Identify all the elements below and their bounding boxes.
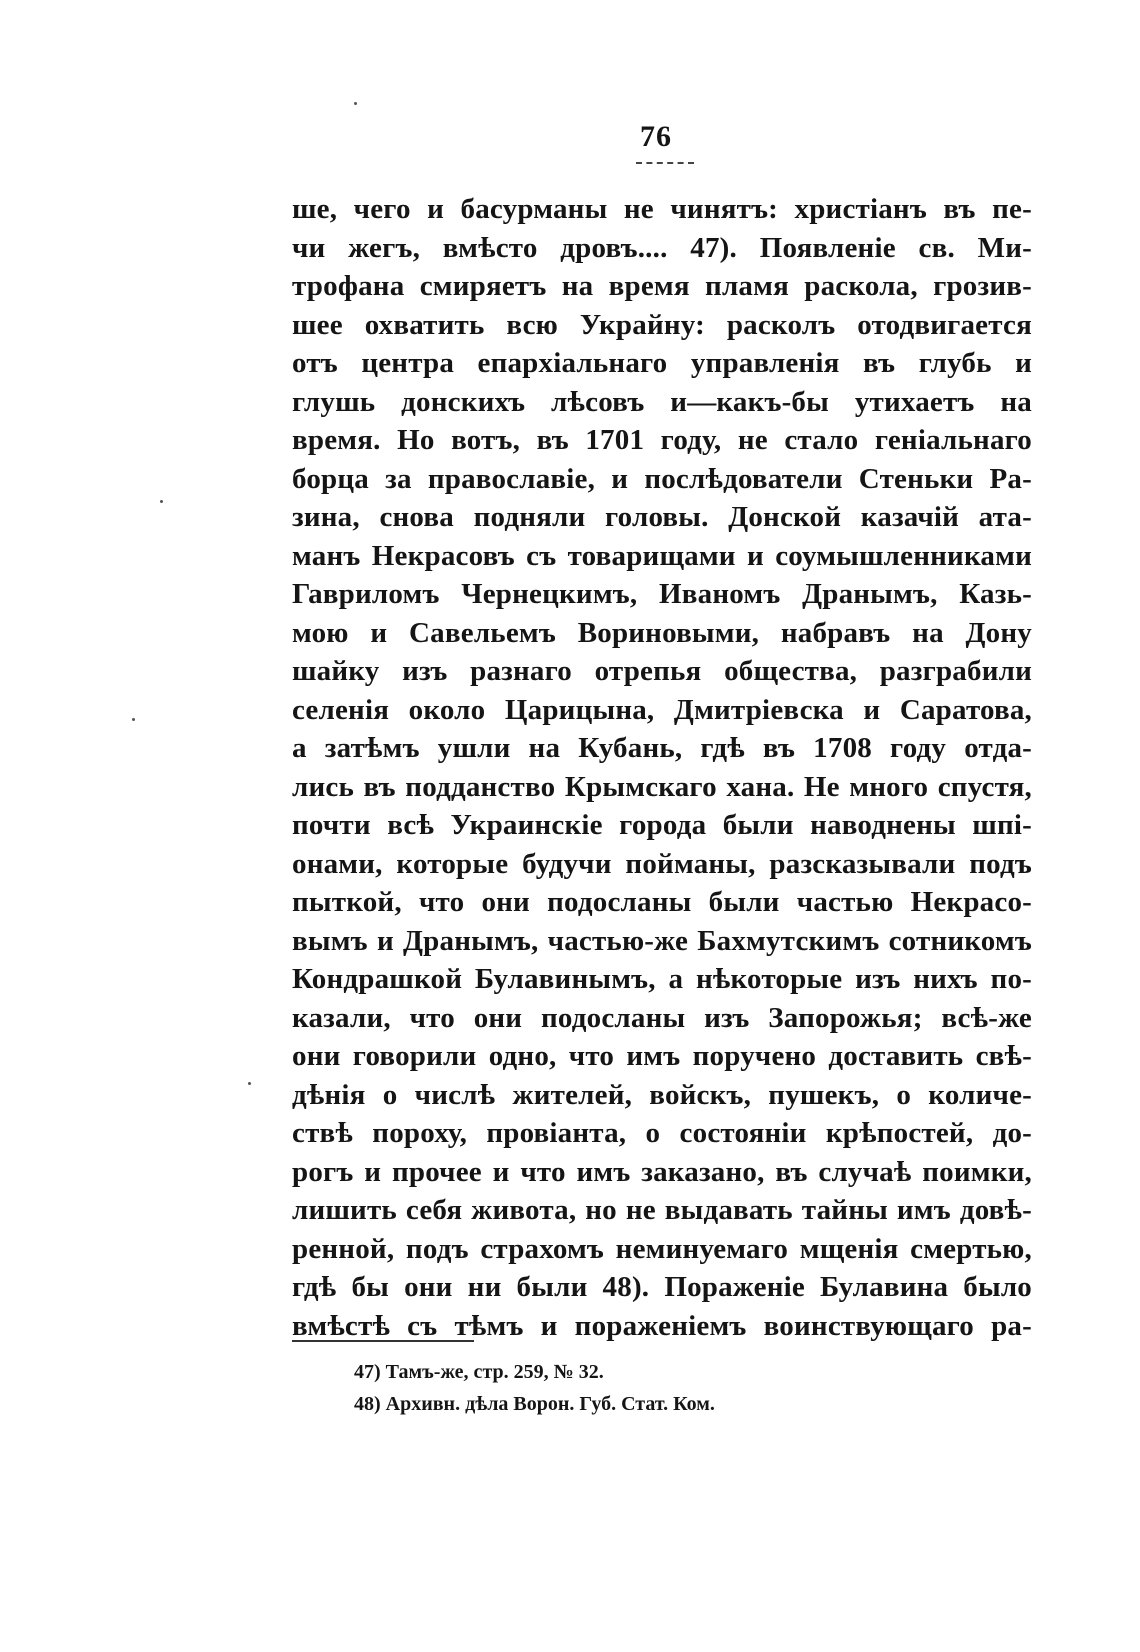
page-number-underline: [636, 162, 694, 164]
scan-speck: [354, 102, 357, 105]
text-line: казали, что они подосланы изъ Запорожья; всѣ-же: [292, 1001, 1032, 1034]
scan-speck: [248, 1082, 251, 1085]
footnote: 47) Тамъ-же, стр. 259, № 32.: [354, 1361, 604, 1383]
text-line: время. Но вотъ, въ 1701 году, не стало геніальнаго: [292, 424, 1032, 456]
text-line: ренной, подъ страхомъ неминуемаго мщенія смертью,: [292, 1232, 1032, 1265]
text-line: они говорили одно, что имъ поручено доставить свѣ-: [292, 1040, 1032, 1072]
text-line: отъ центра епархіальнаго управленія въ глубь и: [292, 347, 1032, 379]
text-line: манъ Некрасовъ съ товарищами и соумышленниками: [292, 539, 1032, 572]
text-line: Кондрашкой Булавинымъ, а нѣкоторые изъ нихъ по-: [292, 963, 1032, 995]
text-line: ше, чего и басурманы не чинятъ: христіанъ въ пе-: [292, 193, 1032, 225]
scan-speck: [132, 718, 135, 721]
text-line: шее охватить всю Украйну: расколъ отодвигается: [292, 308, 1032, 341]
text-line: глушь донскихъ лѣсовъ и—какъ-бы утихаетъ на: [292, 385, 1032, 418]
text-line: лись въ подданство Крымскаго хана. Не много спустя,: [292, 770, 1032, 803]
text-line: вымъ и Дранымъ, частью-же Бахмутскимъ сотникомъ: [292, 924, 1032, 957]
body-text: [292, 190, 1032, 1345]
text-line: чи жегъ, вмѣсто дровъ.... 47). Появленіе св. Ми-: [292, 231, 1032, 264]
footnote-separator: [292, 1340, 474, 1342]
text-line: рогъ и прочее и что имъ заказано, въ случаѣ поимки,: [292, 1155, 1032, 1188]
text-line: дѣнія о числѣ жителей, войскъ, пушекъ, о количе-: [292, 1078, 1032, 1111]
text-line: вмѣстѣ съ тѣмъ и пораженіемъ воинствующаго ра-: [292, 1309, 1032, 1342]
text-line: гдѣ бы они ни были 48). Пораженіе Булавина было: [292, 1271, 1032, 1303]
text-line: а затѣмъ ушли на Кубань, гдѣ въ 1708 году отда-: [292, 732, 1032, 764]
text-line: трофана смиряетъ на время пламя раскола, грозив-: [292, 270, 1032, 302]
text-line: лишить себя живота, но не выдавать тайны имъ довѣ-: [292, 1194, 1032, 1226]
text-line: пыткой, что они подосланы были частью Некрасо-: [292, 886, 1032, 918]
text-line: почти всѣ Украинскіе города были наводнены шпі-: [292, 809, 1032, 841]
text-line: селенія около Царицына, Дмитріевска и Саратова,: [292, 693, 1032, 726]
text-line: ствѣ пороху, провіанта, о состояніи крѣпостей, до-: [292, 1117, 1032, 1149]
text-line: онами, которые будучи пойманы, разсказывали подъ: [292, 847, 1032, 880]
text-line: борца за православіе, и послѣдователи Стеньки Ра-: [292, 462, 1032, 495]
footnotes: [354, 1356, 715, 1420]
footnote: 48) Архивн. дѣла Ворон. Губ. Стат. Ком.: [354, 1393, 715, 1415]
text-line: зина, снова подняли головы. Донской казачій ата-: [292, 501, 1032, 533]
text-line: мою и Савельемъ Вориновыми, набравъ на Дону: [292, 616, 1032, 649]
scan-speck: [160, 500, 163, 503]
text-line: шайку изъ разнаго отрепья общества, разграбили: [292, 655, 1032, 687]
text-line: Гавриломъ Чернецкимъ, Иваномъ Дранымъ, Казь-: [292, 578, 1032, 610]
page-number: 76: [640, 120, 672, 153]
